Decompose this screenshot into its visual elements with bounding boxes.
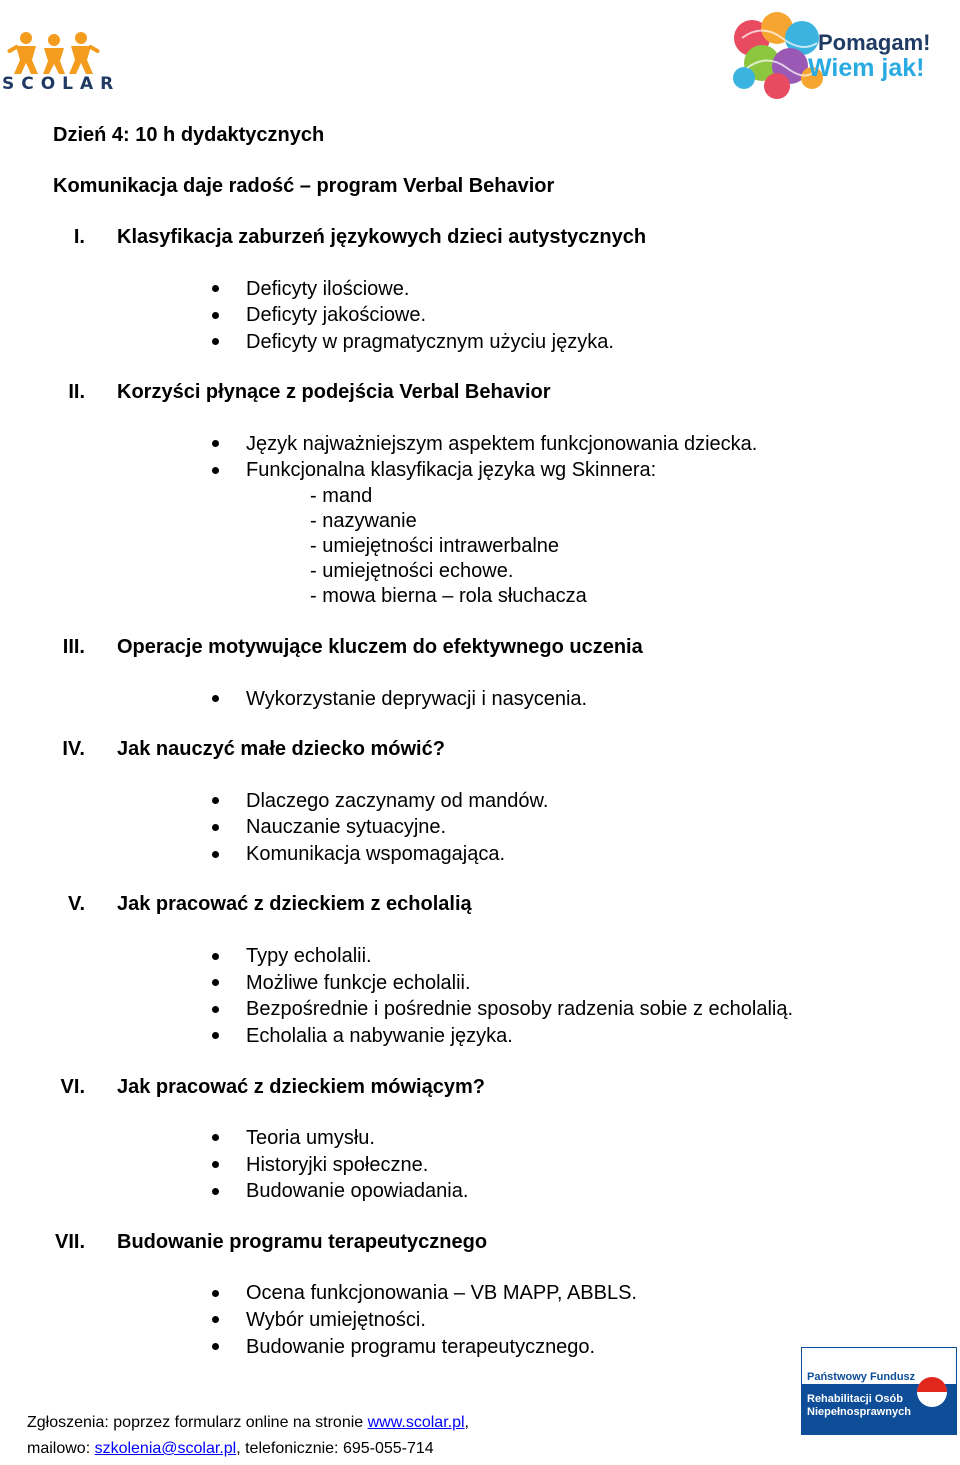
bullet-dot-icon [212,695,219,702]
bullet-dot-icon [212,851,219,858]
section-numeral: V. [67,893,85,915]
pfron-logo-line1: Państwowy Fundusz [807,1371,916,1383]
section-numeral: VI. [60,1076,85,1098]
section-title: Klasyfikacja zaburzeń językowych dzieci autystycznych [117,226,647,248]
section-title: Budowanie programu terapeutycznego [117,1231,488,1253]
scolar-logo [2,30,121,94]
footer-text: mailowo: [27,1440,95,1457]
section-numeral: II. [68,381,85,403]
bullet-dot-icon [212,440,219,447]
section-title: Jak pracować z dzieckiem z echolalią [117,893,472,915]
list-item: Historyjki społeczne. [246,1154,429,1176]
section-numeral: III. [62,636,85,658]
bullet-dot-icon [212,285,219,292]
bullet-dot-icon [212,312,219,319]
bullet-dot-icon [212,1032,219,1039]
bullet-dot-icon [212,1290,219,1297]
footer-text: Zgłoszenia: poprzez formularz online na stronie [27,1414,368,1431]
section-numeral: IV. [62,738,85,760]
bullet-dot-icon [212,824,219,831]
pomagam-logo-line2: Wiem jak! [808,54,925,82]
pomagam-wiem-jak-logo [722,8,958,100]
section-title: Jak pracować z dzieckiem mówiącym? [117,1076,485,1098]
list-item: Deficyty ilościowe. [246,278,410,300]
scolar-logo-text: SCOLAR [2,74,121,94]
bullet-dot-icon [212,979,219,986]
sub-item: - nazywanie [310,510,417,532]
list-item: Bezpośrednie i pośrednie sposoby radzenia sobie z echolalią. [246,998,794,1020]
list-item: Możliwe funkcje echolalii. [246,972,471,994]
list-item: Typy echolalii. [246,945,372,967]
footer-text: , telefonicznie: 695-055-714 [236,1440,434,1457]
bullet-dot-icon [212,1188,219,1195]
section-title: Operacje motywujące kluczem do efektywnego uczenia [117,636,643,658]
bullet-dot-icon [212,797,219,804]
day-title: Dzień 4: 10 h dydaktycznych [53,124,325,146]
list-item: Budowanie opowiadania. [246,1180,469,1202]
footer-line-1 [27,1414,469,1432]
list-item: Funkcjonalna klasyfikacja języka wg Skinnera: [246,459,657,481]
bullet-dot-icon [212,953,219,960]
bullet-dot-icon [212,1316,219,1323]
bullet-dot-icon [212,1006,219,1013]
section-title: Korzyści płynące z podejścia Verbal Behavior [117,381,551,403]
pfron-logo-line3: Niepełnosprawnych [807,1406,911,1418]
website-link[interactable]: www.scolar.pl [367,1414,465,1431]
pomagam-logo-line1: Pomagam! [818,30,931,55]
pfron-logo-line2: Rehabilitacji Osób [807,1393,903,1405]
sub-item: - umiejętności intrawerbalne [310,535,560,557]
scolar-figures-icon [2,30,110,75]
list-item: Ocena funkcjonowania – VB MAPP, ABBLS. [246,1282,637,1304]
bullet-dot-icon [212,1343,219,1350]
footer-line-2 [27,1440,434,1458]
pfron-circle-icon [915,1375,949,1409]
list-item: Deficyty jakościowe. [246,304,427,326]
list-item: Wykorzystanie deprywacji i nasycenia. [246,688,588,710]
bullet-dot-icon [212,1161,219,1168]
list-item: Język najważniejszym aspektem funkcjonowania dziecka. [246,433,758,455]
program-title: Komunikacja daje radość – program Verbal Behavior [53,175,555,197]
list-item: Teoria umysłu. [246,1127,375,1149]
sub-item: - umiejętności echowe. [310,560,514,582]
sub-item: - mand [310,485,373,507]
email-link[interactable]: szkolenia@scolar.pl [94,1440,237,1457]
pfron-logo [801,1347,957,1435]
section-title: Jak nauczyć małe dziecko mówić? [117,738,445,760]
bullet-dot-icon [212,1134,219,1141]
list-item: Echolalia a nabywanie języka. [246,1025,513,1047]
footer-text: , [464,1414,469,1431]
section-numeral: I. [73,226,85,248]
list-item: Dlaczego zaczynamy od mandów. [246,790,549,812]
sub-item: - mowa bierna – rola słuchacza [310,585,587,607]
bullet-dot-icon [212,338,219,345]
list-item: Deficyty w pragmatycznym użyciu języka. [246,331,614,353]
list-item: Wybór umiejętności. [246,1309,426,1331]
bullet-dot-icon [212,467,219,474]
list-item: Nauczanie sytuacyjne. [246,816,447,838]
section-numeral: VII. [54,1231,85,1253]
list-item: Komunikacja wspomagająca. [246,843,506,865]
list-item: Budowanie programu terapeutycznego. [246,1336,596,1358]
